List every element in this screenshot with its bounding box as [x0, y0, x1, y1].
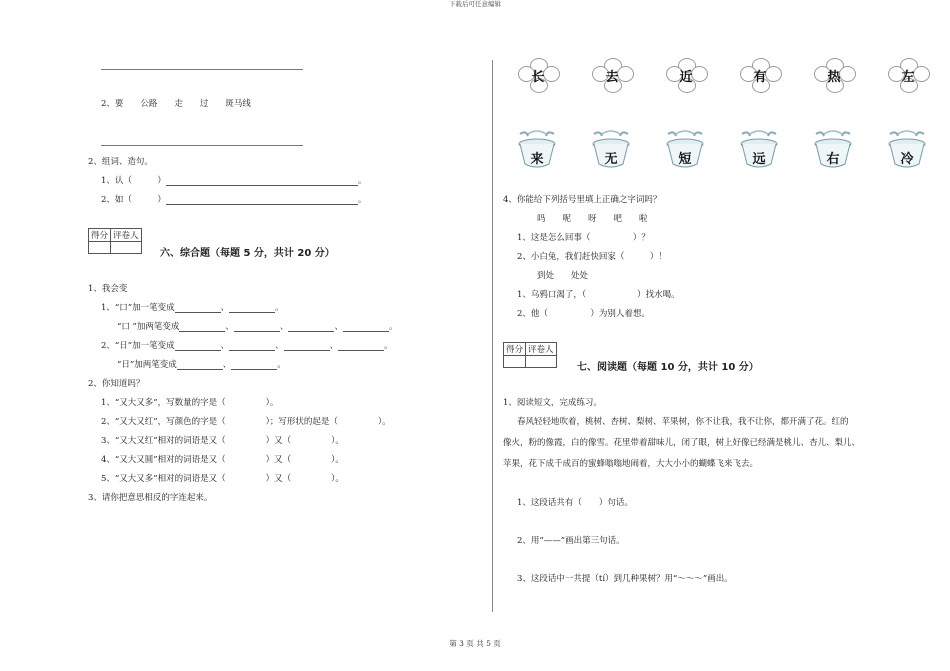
- q1-label: “口 ”加两笔变成: [117, 322, 180, 332]
- q2-text: 3、“又大又红”相对的词语是又（: [101, 436, 226, 446]
- section-7-title: 七、阅读题（每题 10 分，共计 10 分）: [577, 362, 759, 373]
- period: 。: [275, 303, 284, 313]
- q2-text: 4、“又大又圆”相对的词语是又（: [101, 455, 226, 465]
- flower-char: 去: [605, 70, 619, 85]
- score-table: [503, 342, 557, 368]
- blank[interactable]: [234, 323, 280, 332]
- answer-line: [101, 69, 303, 70]
- zuci-answer-line[interactable]: [166, 177, 358, 186]
- q2-text: ）；写形状的起是（: [265, 417, 338, 427]
- flower-char: 左: [901, 70, 915, 85]
- flower-card: [740, 58, 780, 92]
- score-cell[interactable]: [89, 242, 111, 254]
- q2-text: ）又（: [265, 474, 292, 484]
- word-bank-1: 吗 呢 呀 吧 啦: [537, 214, 648, 224]
- zuci-label: 1、认（ ）: [101, 176, 166, 186]
- zuci-label: 2、如（ ）: [101, 195, 166, 205]
- reading-question-3: 3、这段话中一共提（tí）到几种果树？用“～～～”画出。: [517, 574, 733, 584]
- reading-instruction: 1、阅读短文，完成练习。: [503, 398, 602, 408]
- pot-char: 来: [530, 152, 544, 167]
- word-bank-2: 到处 处处: [537, 271, 589, 281]
- flower-pot-card: [664, 128, 706, 170]
- q2-text: ）。: [377, 417, 391, 427]
- blank[interactable]: [175, 304, 221, 313]
- blank[interactable]: [229, 304, 275, 313]
- blank[interactable]: [175, 342, 221, 351]
- page-header: 下载后可任意编辑: [449, 0, 501, 8]
- question-2: 2、你知道吗？: [88, 379, 145, 389]
- sep: 、: [220, 303, 230, 313]
- q2-text: 5、“又大又多”相对的词语是又（: [101, 474, 226, 484]
- column-divider: [492, 60, 493, 612]
- q2-text: ）。: [265, 398, 279, 408]
- blank[interactable]: [231, 361, 277, 370]
- passage-line-2: 像火，粉的像霞，白的像雪。花里带着甜味儿，闭了眼，树上好像已经满是桃儿、杏儿、梨儿、: [503, 438, 861, 448]
- pot-char: 冷: [900, 152, 914, 167]
- grader-label: 评卷人: [111, 229, 142, 242]
- passage-line-3: 苹果，花下成千成百的蜜蜂嗡嗡地闹着，大大小小的蝴蝶飞来飞去。: [503, 459, 759, 469]
- q4-item-3: 1、乌鸦口渴了，（ ）找水喝。: [517, 290, 680, 300]
- q2-item-2: [101, 415, 391, 427]
- q1-line-d: [117, 358, 286, 370]
- blank[interactable]: [288, 323, 334, 332]
- question-4: 4、你能给下列括号里填上正确之字词吗？: [503, 195, 662, 205]
- blank[interactable]: [338, 342, 384, 351]
- blank[interactable]: [229, 342, 275, 351]
- q2-item-1: [101, 396, 278, 408]
- flower-card: [888, 58, 928, 92]
- flower-card: [592, 58, 632, 92]
- grader-cell[interactable]: [526, 356, 557, 368]
- sep: 、: [334, 322, 343, 332]
- score-table: [88, 228, 142, 254]
- reading-question-2: 2、用“——”画出第三句话。: [517, 536, 625, 546]
- flower-card: [814, 58, 854, 92]
- sep: 、: [225, 322, 234, 332]
- flower-char: 热: [827, 70, 841, 85]
- flower-pot-card: [516, 128, 558, 170]
- flower-char: 近: [679, 70, 693, 85]
- sep: 、: [275, 341, 284, 351]
- question-3: 3、请你把意思相反的字连起来。: [88, 493, 213, 503]
- grader-label: 评卷人: [526, 343, 557, 356]
- zuci-answer-line[interactable]: [166, 196, 358, 205]
- q2-item-5: [101, 472, 344, 484]
- blank[interactable]: [179, 323, 225, 332]
- score-label: 得分: [89, 229, 111, 242]
- answer-line: [101, 145, 303, 146]
- q1-line-c: [101, 339, 393, 351]
- q1-line-b: [117, 320, 397, 332]
- blank[interactable]: [284, 342, 330, 351]
- passage-line-1: 春风轻轻地吹着，桃树、杏树、梨树、苹果树，你不让我，我不让你，都开满了花。红的: [517, 417, 849, 427]
- q1-line-a: [101, 301, 284, 313]
- q2-item-3: [101, 434, 344, 446]
- score-label: 得分: [504, 343, 526, 356]
- q1-label: 1、“口”加一笔变成: [101, 303, 175, 313]
- sep: 、: [222, 360, 232, 370]
- q2-text: 1、“又大又多”，写数量的字是（: [101, 398, 226, 408]
- pot-char: 远: [752, 152, 766, 167]
- q2-text: 2、“又大又红”，写颜色的字是（: [101, 417, 226, 427]
- q2-text: ）。: [331, 455, 344, 465]
- pot-char: 短: [678, 152, 692, 167]
- period: 。: [277, 360, 286, 370]
- q2-text: ）又（: [265, 436, 292, 446]
- q2-text: ）。: [331, 436, 344, 446]
- flower-char: 有: [753, 70, 767, 85]
- sentence-words: 2、要 公路 走 过 斑马线: [101, 99, 251, 109]
- grader-cell[interactable]: [111, 242, 142, 254]
- flower-pot-card: [812, 128, 854, 170]
- q4-item-1: 1、这是怎么回事（ ）？: [517, 233, 650, 243]
- blank[interactable]: [177, 361, 223, 370]
- q4-item-2: 2、小白兔，我们赶快回家（ ）！: [517, 252, 667, 262]
- page-footer: 第 3 页 共 5 页: [449, 639, 501, 648]
- q4-item-4: 2、他（ ）为别人着想。: [517, 309, 650, 319]
- q1-label: “日”加两笔变成: [117, 360, 177, 370]
- q2-item-4: [101, 453, 344, 465]
- zuci-item-1: [101, 174, 366, 186]
- q1-label: 2、“日”加一笔变成: [101, 341, 175, 351]
- sep: 、: [279, 322, 289, 332]
- period: 。: [357, 176, 367, 186]
- flower-char: 长: [531, 70, 545, 85]
- blank[interactable]: [343, 323, 389, 332]
- flower-card: [666, 58, 706, 92]
- section-6-title: 六、综合题（每题 5 分，共计 20 分）: [160, 248, 335, 259]
- pot-char: 无: [604, 152, 618, 167]
- q2-text: ）。: [331, 474, 344, 484]
- flower-card: [518, 58, 558, 92]
- zuci-item-2: [101, 193, 366, 205]
- reading-question-1: 1、这段话共有（ ）句话。: [517, 498, 633, 508]
- score-cell[interactable]: [504, 356, 526, 368]
- flower-pot-card: [738, 128, 780, 170]
- period: 。: [388, 322, 398, 332]
- period: 。: [384, 341, 393, 351]
- q2-text: ）又（: [265, 455, 292, 465]
- flower-pot-card: [590, 128, 632, 170]
- sep: 、: [329, 341, 339, 351]
- period: 。: [357, 195, 367, 205]
- question-zuci: 2、组词、造句。: [88, 157, 153, 167]
- sep: 、: [220, 341, 230, 351]
- pot-char: 右: [826, 152, 840, 167]
- question-1: 1、我会变: [88, 284, 128, 294]
- flower-pot-card: [886, 128, 928, 170]
